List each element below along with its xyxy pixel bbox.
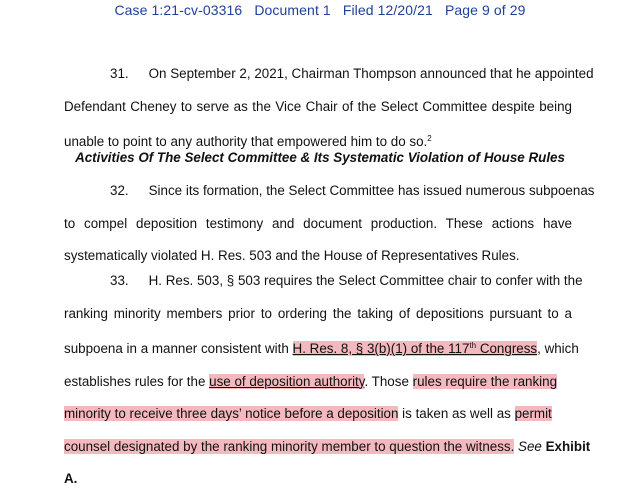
- link-h-res-8[interactable]: H. Res. 8, § 3(b)(1) of the 117th Congress: [292, 341, 538, 356]
- paragraph-31: 31. On September 2, 2021, Chairman Thompson announced that he appointed Defendant Cheney to serve as the Vice Chair of the Select Committee despite being unable to point to any authority that empowered him to do so.$^2$: [64, 58, 572, 159]
- case-number: Case 1:21-cv-03316: [114, 2, 243, 18]
- exhibit-reference: Exhibit: [545, 438, 591, 454]
- paragraph-33: 33. H. Res. 503, § 503 requires the Select Committee chair to confer with the ranking minority members prior to ordering the taking of depositions pursuant to a subpoena in a manner consistent with H. Res. 8, § 3(b)(1) of the 117th Congress, which establishes rules for the use of deposition authority. Those rules require the ranking minority to receive three days’ notice before a deposition is taken as well as permit counsel designated by the ranking minority member to question the witness. See Exhibit A.: [64, 265, 572, 496]
- filed-date: Filed 12/20/21: [342, 2, 433, 18]
- paragraph-number: 32.: [110, 183, 129, 198]
- highlight-notice: minority to receive three days’ notice before a deposition: [64, 406, 399, 421]
- highlight-counsel: counsel designated by the ranking minority member to question the witness.: [64, 438, 515, 454]
- footnote-marker[interactable]: 2: [427, 134, 432, 143]
- paragraph-number: 33.: [110, 273, 129, 288]
- document-number: Document 1: [254, 2, 331, 18]
- section-heading: Activities Of The Select Committee & Its Systematic Violation of House Rules: [75, 150, 565, 165]
- paragraph-number: 31.: [110, 66, 129, 81]
- paragraph-32: 32. Since its formation, the Select Committee has issued numerous subpoenas to compel deposition testimony and document production. These actions have systematically violated H. Res. 503 and the House of Representatives Rules.: [64, 175, 572, 273]
- highlight-permit: permit: [514, 406, 552, 421]
- ecf-header: [0, 2, 640, 18]
- highlight-rules: rules require the ranking: [412, 373, 558, 389]
- link-deposition-authority[interactable]: use of deposition authority: [209, 373, 365, 389]
- page-number: Page 9 of 29: [444, 2, 526, 18]
